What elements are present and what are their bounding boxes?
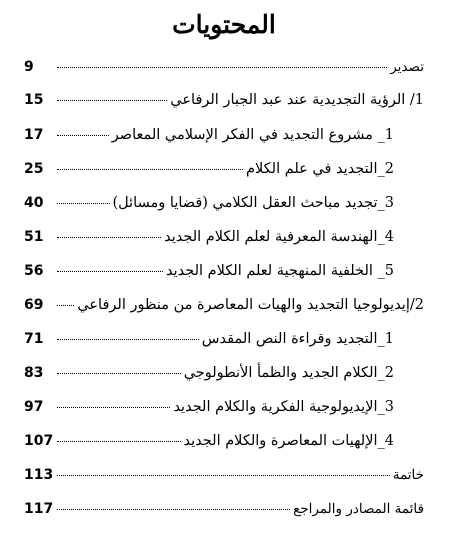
toc-entry-conclusion xyxy=(24,458,424,492)
toc-entry-section xyxy=(24,322,424,356)
toc-entry-label: 1_التجديد وقراءة النص المقدس xyxy=(201,331,394,347)
dot-leader xyxy=(57,135,109,136)
toc-entry-label: 2/إيديولوجيا التجديد والهيات المعاصرة من منظور الرفاعي xyxy=(77,297,424,313)
toc-entry-page: 97 xyxy=(24,399,44,415)
dot-leader xyxy=(57,271,163,272)
toc-entry-page: 25 xyxy=(24,161,44,177)
toc-entry-section xyxy=(24,220,424,254)
toc-entry-section xyxy=(24,186,424,220)
toc-entry-page: 17 xyxy=(24,127,44,143)
toc-entry-page: 107 xyxy=(24,433,54,449)
dot-leader xyxy=(57,475,390,476)
toc-entry-label: 3_الإيديولوجية الفكرية والكلام الجديد xyxy=(173,399,394,415)
dot-leader xyxy=(57,169,243,170)
toc-entry-section xyxy=(24,424,424,458)
toc-entry-section xyxy=(24,356,424,390)
toc-entry-page: 69 xyxy=(24,297,44,313)
toc-entry-label: 5_ الخلفية المنهجية لعلم الكلام الجديد xyxy=(165,263,394,279)
toc-entry-label: 3_تجديد مباحث العقل الكلامي (قضايا ومسائل) xyxy=(112,195,394,211)
toc-entry-label: 1_ مشروع التجديد في الفكر الإسلامي المعاصر xyxy=(111,127,394,143)
toc-entry-page: 117 xyxy=(24,501,54,517)
toc-entry-page: 113 xyxy=(24,467,54,483)
toc-entry-page: 40 xyxy=(24,195,44,211)
toc-entry-label: تصدير xyxy=(390,59,424,75)
dot-leader xyxy=(57,305,74,306)
toc-entry-label: خاتمة xyxy=(392,467,424,483)
toc-entry-page: 83 xyxy=(24,365,44,381)
toc-entry-section xyxy=(24,118,424,152)
table-of-contents xyxy=(24,52,424,526)
dot-leader xyxy=(57,203,110,204)
dot-leader xyxy=(57,237,161,238)
dot-leader xyxy=(57,100,167,101)
toc-entry-label: 1/ الرؤية التجديدية عند عبد الجبار الرفاعي xyxy=(170,92,424,108)
toc-entry-page: 15 xyxy=(24,92,44,108)
toc-entry-page: 71 xyxy=(24,331,44,347)
toc-entry-label: قائمة المصادر والمراجع xyxy=(293,501,424,517)
toc-entry-preface xyxy=(24,52,424,82)
toc-entry-label: 4_الهندسة المعرفية لعلم الكلام الجديد xyxy=(164,229,394,245)
toc-entry-page: 51 xyxy=(24,229,44,245)
dot-leader xyxy=(57,509,290,510)
toc-entry-section xyxy=(24,390,424,424)
dot-leader xyxy=(57,373,181,374)
dot-leader xyxy=(57,441,181,442)
page-title: المحتويات xyxy=(172,10,276,39)
dot-leader xyxy=(57,407,170,408)
dot-leader xyxy=(57,67,387,68)
toc-entry-label: 2_التجديد في علم الكلام xyxy=(246,161,394,177)
toc-entry-chapter-1 xyxy=(24,82,424,118)
toc-entry-label: 4_الإلهيات المعاصرة والكلام الجديد xyxy=(183,433,394,449)
toc-entry-section xyxy=(24,152,424,186)
dot-leader xyxy=(57,339,199,340)
toc-entry-page: 9 xyxy=(24,59,34,75)
toc-entry-page: 56 xyxy=(24,263,44,279)
toc-entry-label: 2_الكلام الجديد والظمأ الأنطولوجي xyxy=(183,365,394,381)
toc-entry-references xyxy=(24,492,424,526)
toc-entry-chapter-2 xyxy=(24,288,424,322)
toc-entry-section xyxy=(24,254,424,288)
